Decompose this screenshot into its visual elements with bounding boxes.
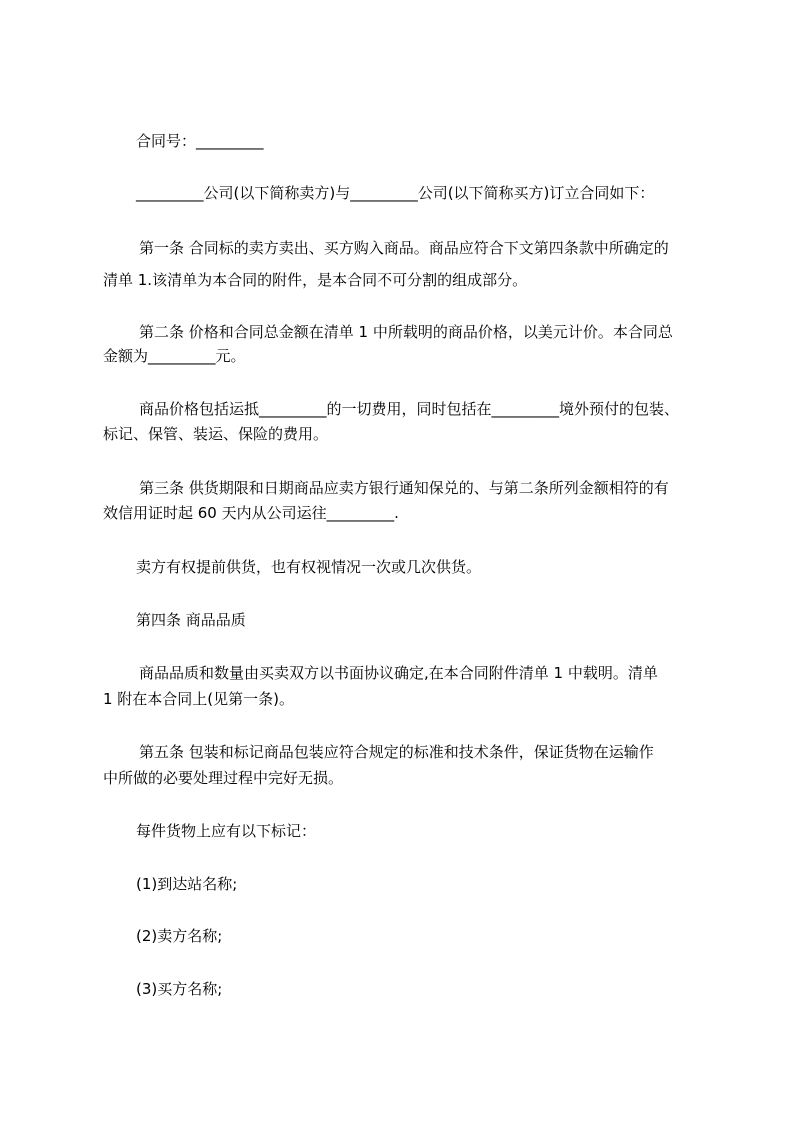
mark-item bbox=[136, 973, 702, 1005]
contract-intro-text: _________公司(以下简称卖方)与_________公司(以下简称买方)订立合同如下： bbox=[136, 184, 655, 202]
price-note-line-1: 商品价格包括运抵_________的一切费用，同时包括在_________境外预付的包装、 bbox=[139, 400, 680, 418]
article-5-line-1: 第五条 包装和标记商品包装应符合规定的标准和技术条件，保证货物在运输作 bbox=[139, 743, 654, 761]
mark-item bbox=[136, 920, 702, 952]
article-5-cont bbox=[103, 762, 669, 794]
article-4-cont bbox=[103, 683, 669, 715]
price-note-line-2: 标记、保管、装运、保险的费用。 bbox=[103, 425, 329, 443]
article-5-line-2: 中所做的必要处理过程中完好无损。 bbox=[103, 769, 344, 787]
article-1-line-2: 清单 1.该清单为本合同的附件，是本合同不可分割的组成部分。 bbox=[103, 271, 528, 289]
article-4-line-2: 1 附在本合同上(见第一条)。 bbox=[103, 690, 295, 708]
price-note-cont bbox=[103, 418, 669, 450]
article-2-cont bbox=[103, 340, 669, 372]
article-1-cont bbox=[103, 264, 669, 296]
article-4-title-text: 第四条 商品品质 bbox=[136, 611, 246, 629]
article-1 bbox=[139, 232, 705, 264]
article-4-line-1: 商品品质和数量由买卖双方以书面协议确定,在本合同附件清单 1 中载明。清单 bbox=[139, 664, 658, 682]
early-supply bbox=[136, 551, 702, 583]
article-4-title bbox=[136, 604, 702, 636]
marks-intro bbox=[136, 815, 702, 847]
marks-intro-text: 每件货物上应有以下标记： bbox=[136, 822, 317, 840]
contract-intro bbox=[136, 177, 702, 209]
contract-number-text: 合同号：_________ bbox=[136, 132, 264, 150]
early-supply-text: 卖方有权提前供货，也有权视情况一次或几次供货。 bbox=[136, 558, 482, 576]
article-3-line-2: 效信用证时起 60 天内从公司运往_________. bbox=[103, 504, 399, 522]
mark-item-2: (2)卖方名称; bbox=[136, 927, 223, 945]
mark-item-1: (1)到达站名称; bbox=[136, 875, 238, 893]
article-2-line-2: 金额为_________元。 bbox=[103, 347, 246, 365]
article-2-line-1: 第二条 价格和合同总金额在清单 1 中所载明的商品价格，以美元计价。本合同总 bbox=[139, 323, 673, 341]
article-1-line-1: 第一条 合同标的卖方卖出、买方购入商品。商品应符合下文第四条款中所确定的 bbox=[139, 239, 669, 257]
article-3-cont bbox=[103, 497, 669, 529]
contract-number-line bbox=[136, 125, 702, 157]
mark-item bbox=[136, 868, 702, 900]
mark-item-3: (3)买方名称; bbox=[136, 980, 223, 998]
article-3-line-1: 第三条 供货期限和日期商品应卖方银行通知保兑的、与第二条所列金额相符的有 bbox=[139, 479, 669, 497]
